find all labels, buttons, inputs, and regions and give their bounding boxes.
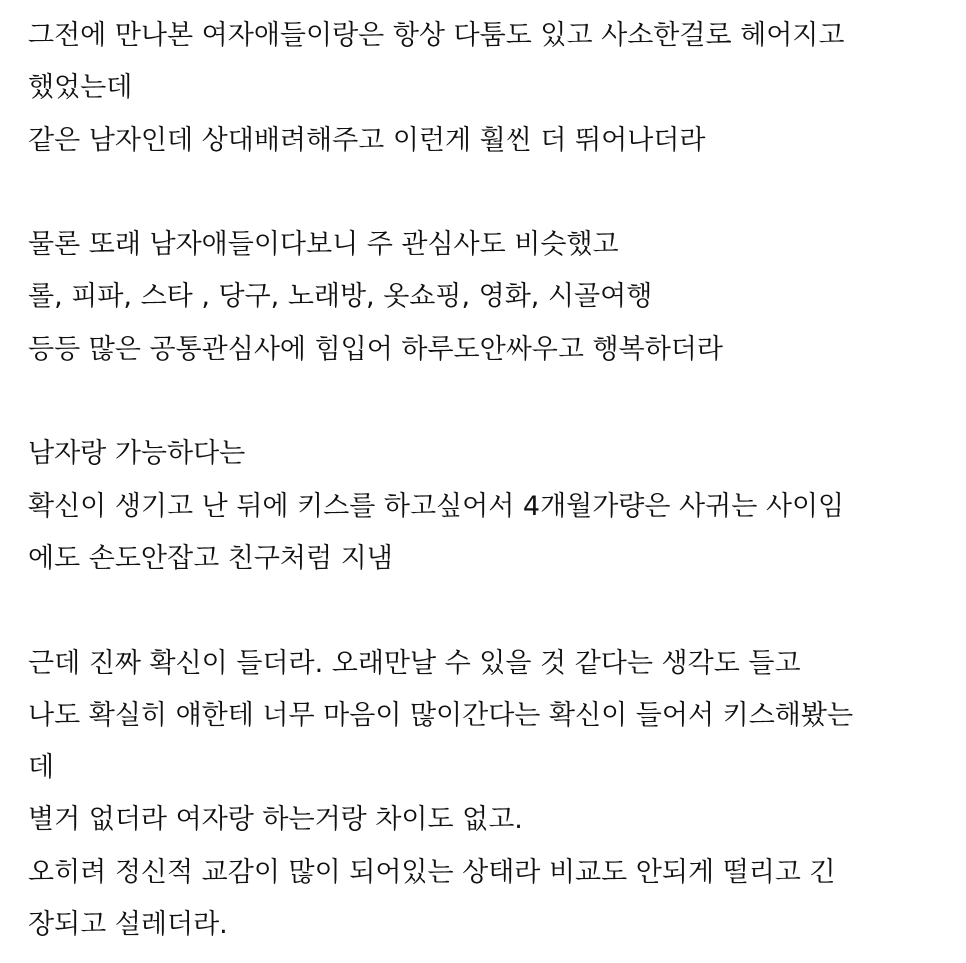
paragraph-2 bbox=[28, 219, 946, 376]
paragraph-gap bbox=[28, 167, 946, 219]
text-line: 나도 확실히 얘한테 너무 마음이 많이간다는 확신이 들어서 키스해봤는 bbox=[28, 699, 854, 731]
text-line: 데 bbox=[28, 752, 55, 784]
paragraph-4 bbox=[28, 638, 946, 952]
text-line: 등등 많은 공통관심사에 힘입어 하루도안싸우고 행복하더라 bbox=[28, 333, 723, 365]
text-line: 했었는데 bbox=[28, 72, 133, 104]
text-line: 에도 손도안잡고 친구처럼 지냄 bbox=[28, 542, 393, 574]
text-line: 오히려 정신적 교감이 많이 되어있는 상태라 비교도 안되게 떨리고 긴 bbox=[28, 856, 836, 888]
text-line: 확신이 생기고 난 뒤에 키스를 하고싶어서 4개월가량은 사귀는 사이임 bbox=[28, 490, 845, 522]
paragraph-gap bbox=[28, 376, 946, 428]
text-line: 물론 또래 남자애들이다보니 주 관심사도 비슷했고 bbox=[28, 229, 619, 261]
text-line: 별거 없더라 여자랑 하는거랑 차이도 없고. bbox=[28, 804, 523, 836]
text-line: 그전에 만나본 여자애들이랑은 항상 다툼도 있고 사소한걸로 헤어지고 bbox=[28, 20, 845, 51]
text-line: 장되고 설레더라. bbox=[28, 909, 228, 941]
paragraph-1 bbox=[28, 10, 946, 167]
text-line: 근데 진짜 확신이 들더라. 오래만날 수 있을 것 같다는 생각도 들고 bbox=[28, 647, 801, 679]
text-line: 롤, 피파, 스타 , 당구, 노래방, 옷쇼핑, 영화, 시골여행 bbox=[28, 281, 653, 313]
text-line: 남자랑 가능하다는 bbox=[28, 438, 246, 470]
paragraph-gap bbox=[28, 585, 946, 637]
paragraph-3 bbox=[28, 428, 946, 585]
text-line: 같은 남자인데 상대배려해주고 이런게 훨씬 더 뛰어나더라 bbox=[28, 124, 706, 156]
